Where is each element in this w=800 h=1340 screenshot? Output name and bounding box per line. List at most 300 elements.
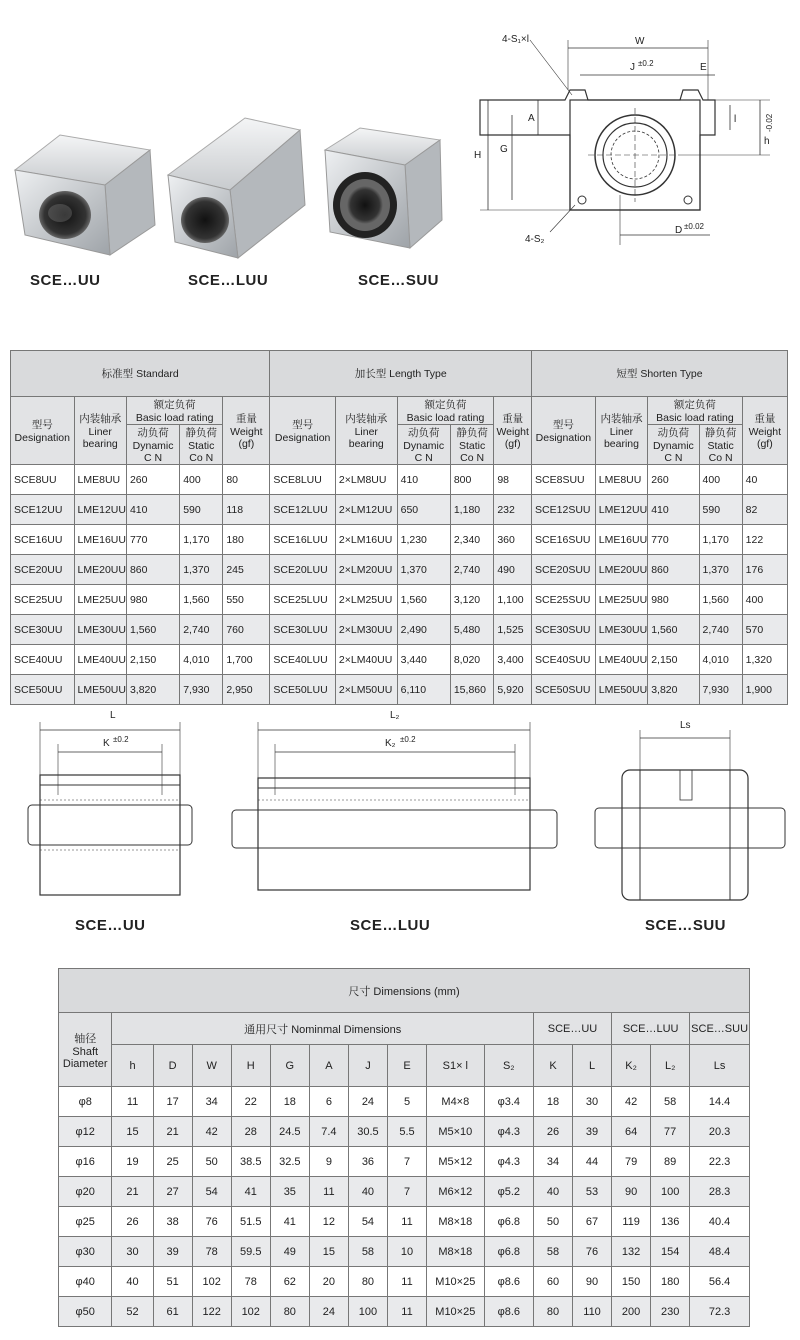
table-cell: 51.5 (231, 1207, 270, 1237)
table-cell: 760 (223, 615, 270, 645)
table-cell: LME30UU (595, 615, 647, 645)
header-static-0: 静负荷 Static Co N (180, 425, 223, 465)
side-caption-suu: SCE…SUU (645, 917, 727, 934)
table-cell: 6,110 (397, 675, 450, 705)
table-cell: 122 (742, 525, 787, 555)
table-cell: 5,480 (450, 615, 494, 645)
table-cell: 118 (223, 495, 270, 525)
table-cell: 56.4 (690, 1267, 750, 1297)
table-cell: SCE20SUU (532, 555, 596, 585)
table-cell: 4,010 (180, 645, 223, 675)
table-cell: 232 (494, 495, 532, 525)
table-cell: 2,740 (450, 555, 494, 585)
table-cell: φ25 (59, 1207, 112, 1237)
header-designation-1: 型号 Designation (270, 397, 336, 465)
table-cell: SCE50UU (11, 675, 75, 705)
table-cell: 2×LM16UU (335, 525, 397, 555)
table-cell: 1,560 (180, 585, 223, 615)
table-cell: 82 (742, 495, 787, 525)
table-cell: 100 (348, 1297, 387, 1327)
table-cell: 2×LM20UU (335, 555, 397, 585)
label-d-tol: ±0.02 (684, 222, 704, 231)
table-cell: 102 (231, 1297, 270, 1327)
table-cell: 39 (153, 1237, 192, 1267)
table-cell: SCE25LUU (270, 585, 336, 615)
table-cell: M10×25 (427, 1267, 485, 1297)
table-cell: 1,900 (742, 675, 787, 705)
table-cell: φ50 (59, 1297, 112, 1327)
dim-col-header: Ls (690, 1045, 750, 1087)
table-cell: SCE12SUU (532, 495, 596, 525)
table-cell: 176 (742, 555, 787, 585)
label-j: J (630, 62, 635, 73)
table-cell: 40 (348, 1177, 387, 1207)
table-cell: 7 (387, 1177, 426, 1207)
table-cell: 49 (270, 1237, 309, 1267)
table-cell: 200 (612, 1297, 651, 1327)
table-row (11, 585, 788, 615)
table-cell: M5×12 (427, 1147, 485, 1177)
table-cell: 38.5 (231, 1147, 270, 1177)
uu-k-label: K (103, 738, 110, 749)
table-cell: 24.5 (270, 1117, 309, 1147)
table-cell: 11 (112, 1087, 153, 1117)
table-cell: LME8UU (74, 465, 126, 495)
table-cell: 98 (494, 465, 532, 495)
uu-k-tol: ±0.2 (113, 735, 129, 744)
group-shorten-type: 短型 Shorten Type (532, 351, 788, 397)
table-cell: φ6.8 (484, 1237, 533, 1267)
table-cell: 20 (309, 1267, 348, 1297)
table-cell: 1,525 (494, 615, 532, 645)
table-cell: 230 (651, 1297, 690, 1327)
photo-caption-uu: SCE…UU (30, 272, 101, 289)
suu-header: SCE…SUU (690, 1013, 750, 1045)
table-cell: SCE16UU (11, 525, 75, 555)
table-cell: 54 (192, 1177, 231, 1207)
table-cell: 15 (112, 1117, 153, 1147)
header-weight-1: 重量 Weight (gf) (494, 397, 532, 465)
table-cell: M5×10 (427, 1117, 485, 1147)
table-cell: 78 (192, 1237, 231, 1267)
table-cell: 860 (126, 555, 179, 585)
table-cell: 2×LM30UU (335, 615, 397, 645)
table-cell: 1,180 (450, 495, 494, 525)
table-cell: 2,150 (126, 645, 179, 675)
table-cell: 860 (648, 555, 699, 585)
table-row (11, 615, 788, 645)
table-cell: 400 (699, 465, 742, 495)
label-a: A (528, 113, 535, 124)
table-cell: SCE25UU (11, 585, 75, 615)
table-cell: LME12UU (74, 495, 126, 525)
table-row (11, 645, 788, 675)
table-cell: 54 (348, 1207, 387, 1237)
table-row (59, 1267, 750, 1297)
table-cell: 90 (573, 1267, 612, 1297)
table-cell: LME20UU (74, 555, 126, 585)
table-cell: 1,560 (397, 585, 450, 615)
table-cell: 260 (648, 465, 699, 495)
table-cell: 110 (573, 1297, 612, 1327)
table-cell: 770 (648, 525, 699, 555)
nominal-dimensions-header: 通用尺寸 Nominmal Dimensions (112, 1013, 533, 1045)
table-cell: 72.3 (690, 1297, 750, 1327)
table-cell: 3,120 (450, 585, 494, 615)
table-cell: SCE30LUU (270, 615, 336, 645)
table-cell: 77 (651, 1117, 690, 1147)
table-cell: 360 (494, 525, 532, 555)
product-photos (0, 0, 460, 300)
header-dynamic-0: 动负荷 Dynamic C N (126, 425, 179, 465)
table-cell: 5,920 (494, 675, 532, 705)
table-cell: 58 (348, 1237, 387, 1267)
table-cell: 41 (270, 1207, 309, 1237)
table-cell: 58 (651, 1087, 690, 1117)
suu-ls-label: Ls (680, 720, 691, 731)
dim-col-header: J (348, 1045, 387, 1087)
table-cell: 60 (533, 1267, 572, 1297)
table-cell: 39 (573, 1117, 612, 1147)
table-cell: M8×18 (427, 1237, 485, 1267)
table-cell: 3,440 (397, 645, 450, 675)
label-e: E (700, 62, 707, 73)
table-cell: 400 (742, 585, 787, 615)
table-cell: 590 (699, 495, 742, 525)
table-cell: 8,020 (450, 645, 494, 675)
table-cell: 7,930 (699, 675, 742, 705)
dim-col-header: G (270, 1045, 309, 1087)
luu-k-tol: ±0.2 (400, 735, 416, 744)
table-cell: 400 (180, 465, 223, 495)
table-cell: 42 (612, 1087, 651, 1117)
uu-header: SCE…UU (533, 1013, 611, 1045)
table-cell: 410 (397, 465, 450, 495)
table-cell: 1,560 (648, 615, 699, 645)
table-cell: 40 (112, 1267, 153, 1297)
label-s1: 4-S₁×l (502, 34, 529, 45)
table-cell: 30 (112, 1237, 153, 1267)
table-cell: φ12 (59, 1117, 112, 1147)
table-cell: 18 (533, 1087, 572, 1117)
table-cell: 9 (309, 1147, 348, 1177)
table-cell: 6 (309, 1087, 348, 1117)
dim-col-header: W (192, 1045, 231, 1087)
dim-col-header: S1× l (427, 1045, 485, 1087)
table-cell: φ8.6 (484, 1267, 533, 1297)
table-row (59, 1087, 750, 1117)
table-cell: 590 (180, 495, 223, 525)
table-cell: 102 (192, 1267, 231, 1297)
header-designation-0: 型号 Designation (11, 397, 75, 465)
table-row (59, 1147, 750, 1177)
photo-sce-suu (325, 128, 442, 248)
table-cell: LME40UU (595, 645, 647, 675)
table-cell: M6×12 (427, 1177, 485, 1207)
table-cell: 770 (126, 525, 179, 555)
table-cell: 2,150 (648, 645, 699, 675)
table-cell: SCE20UU (11, 555, 75, 585)
table-cell: φ4.3 (484, 1117, 533, 1147)
table-cell: φ16 (59, 1147, 112, 1177)
table-cell: 18 (270, 1087, 309, 1117)
header-dynamic-2: 动负荷 Dynamic C N (648, 425, 699, 465)
front-view-drawing (470, 20, 790, 260)
table-cell: 490 (494, 555, 532, 585)
dim-col-header: K₂ (612, 1045, 651, 1087)
dim-col-header: h (112, 1045, 153, 1087)
table-cell: 35 (270, 1177, 309, 1207)
table-cell: 245 (223, 555, 270, 585)
table-cell: LME50UU (595, 675, 647, 705)
dim-col-header: E (387, 1045, 426, 1087)
table-cell: SCE40SUU (532, 645, 596, 675)
table-cell: 3,820 (648, 675, 699, 705)
table-cell: 180 (223, 525, 270, 555)
table-cell: φ5.2 (484, 1177, 533, 1207)
table-cell: 26 (112, 1207, 153, 1237)
table-cell: SCE40UU (11, 645, 75, 675)
table-cell: 76 (573, 1237, 612, 1267)
table-cell: 76 (192, 1207, 231, 1237)
table-row (11, 465, 788, 495)
table-cell: 2×LM8UU (335, 465, 397, 495)
table-row (11, 495, 788, 525)
table-cell: 15,860 (450, 675, 494, 705)
dim-col-header: L₂ (651, 1045, 690, 1087)
table-cell: 61 (153, 1297, 192, 1327)
table-cell: 800 (450, 465, 494, 495)
table-cell: 1,560 (126, 615, 179, 645)
table-cell: LME25UU (74, 585, 126, 615)
dim-col-header: L (573, 1045, 612, 1087)
table-cell: 90 (612, 1177, 651, 1207)
table-cell: 1,230 (397, 525, 450, 555)
table-cell: 2×LM40UU (335, 645, 397, 675)
header-liner-1: 内装轴承 Liner bearing (335, 397, 397, 465)
dim-col-header: H (231, 1045, 270, 1087)
group-standard: 标准型 Standard (11, 351, 270, 397)
dim-col-header: S₂ (484, 1045, 533, 1087)
table-cell: 5 (387, 1087, 426, 1117)
table-cell: 4,010 (699, 645, 742, 675)
table-cell: SCE8LUU (270, 465, 336, 495)
table-cell: 32.5 (270, 1147, 309, 1177)
table-cell: 12 (309, 1207, 348, 1237)
photo-sce-uu (15, 135, 155, 255)
table-row (59, 1237, 750, 1267)
label-s2: 4-S₂ (525, 234, 545, 245)
group-length-type: 加长型 Length Type (270, 351, 532, 397)
table-cell: 28.3 (690, 1177, 750, 1207)
table-cell: 34 (533, 1147, 572, 1177)
shaft-diameter-header: 轴径 Shaft Diameter (59, 1013, 112, 1087)
table-cell: 1,170 (699, 525, 742, 555)
table-cell: 1,170 (180, 525, 223, 555)
table-cell: 64 (612, 1117, 651, 1147)
table-cell: 19 (112, 1147, 153, 1177)
label-h: H (474, 150, 482, 161)
photo-caption-suu: SCE…SUU (358, 272, 440, 289)
label-d: D (675, 225, 683, 236)
table-cell: 22.3 (690, 1147, 750, 1177)
table-cell: 62 (270, 1267, 309, 1297)
load-rating-table (10, 350, 788, 705)
photo-caption-luu: SCE…LUU (188, 272, 269, 289)
table-cell: 122 (192, 1297, 231, 1327)
table-cell: 24 (309, 1297, 348, 1327)
table-cell: 980 (126, 585, 179, 615)
header-liner-0: 内装轴承 Liner bearing (74, 397, 126, 465)
table-cell: 2,950 (223, 675, 270, 705)
table-cell: 132 (612, 1237, 651, 1267)
table-cell: 550 (223, 585, 270, 615)
table-cell: LME50UU (74, 675, 126, 705)
table-cell: 80 (533, 1297, 572, 1327)
table-cell: 80 (223, 465, 270, 495)
table-cell: 28 (231, 1117, 270, 1147)
table-cell: 44 (573, 1147, 612, 1177)
table-cell: 650 (397, 495, 450, 525)
table-cell: 2×LM12UU (335, 495, 397, 525)
table-cell: 17 (153, 1087, 192, 1117)
dim-col-header: D (153, 1045, 192, 1087)
table-cell: 50 (533, 1207, 572, 1237)
table-cell: φ6.8 (484, 1207, 533, 1237)
table-cell: SCE50SUU (532, 675, 596, 705)
table-cell: LME40UU (74, 645, 126, 675)
table-cell: 5.5 (387, 1117, 426, 1147)
table-cell: 119 (612, 1207, 651, 1237)
table-cell: 78 (231, 1267, 270, 1297)
header-liner-2: 内装轴承 Liner bearing (595, 397, 647, 465)
table-cell: 24 (348, 1087, 387, 1117)
table-cell: 180 (651, 1267, 690, 1297)
table-cell: 40.4 (690, 1207, 750, 1237)
table-cell: M4×8 (427, 1087, 485, 1117)
table-cell: 58 (533, 1237, 572, 1267)
table-cell: 41 (231, 1177, 270, 1207)
header-static-1: 静负荷 Static Co N (450, 425, 494, 465)
table-cell: 50 (192, 1147, 231, 1177)
table-row (59, 1177, 750, 1207)
table-cell: LME16UU (74, 525, 126, 555)
table-cell: 3,820 (126, 675, 179, 705)
table-cell: 42 (192, 1117, 231, 1147)
side-caption-uu: SCE…UU (75, 917, 146, 934)
table-cell: 1,370 (397, 555, 450, 585)
uu-l-label: L (110, 710, 116, 721)
table-row (11, 525, 788, 555)
table-cell: SCE30SUU (532, 615, 596, 645)
table-cell: 80 (348, 1267, 387, 1297)
table-cell: 21 (112, 1177, 153, 1207)
table-cell: 410 (648, 495, 699, 525)
table-cell: 1,560 (699, 585, 742, 615)
table-cell: 89 (651, 1147, 690, 1177)
label-g: G (500, 144, 508, 155)
table-cell: φ4.3 (484, 1147, 533, 1177)
table-cell: 53 (573, 1177, 612, 1207)
table-cell: SCE12LUU (270, 495, 336, 525)
table-cell: SCE50LUU (270, 675, 336, 705)
table-row (59, 1297, 750, 1327)
table-cell: 1,370 (699, 555, 742, 585)
table-cell: SCE12UU (11, 495, 75, 525)
drawing-sce-suu (595, 730, 785, 900)
table-cell: 25 (153, 1147, 192, 1177)
header-basic_load-1: 额定负荷 Basic load rating (397, 397, 494, 425)
luu-k-label: K₂ (385, 738, 396, 749)
table-cell: LME8UU (595, 465, 647, 495)
table-cell: M10×25 (427, 1297, 485, 1327)
table-cell: 2×LM25UU (335, 585, 397, 615)
table-cell: 36 (348, 1147, 387, 1177)
label-j-tol: ±0.2 (638, 59, 654, 68)
header-weight-2: 重量 Weight (gf) (742, 397, 787, 465)
table-cell: 1,320 (742, 645, 787, 675)
table-cell: 20.3 (690, 1117, 750, 1147)
table-cell: 570 (742, 615, 787, 645)
table-cell: 14.4 (690, 1087, 750, 1117)
dim-table-title: 尺寸 Dimensions (mm) (59, 969, 750, 1013)
table-cell: 67 (573, 1207, 612, 1237)
table-cell: 980 (648, 585, 699, 615)
header-weight-0: 重量 Weight (gf) (223, 397, 270, 465)
table-row (59, 1207, 750, 1237)
table-cell: 48.4 (690, 1237, 750, 1267)
dimensions-table (58, 968, 750, 1327)
luu-l-label: L₂ (390, 710, 400, 721)
table-cell: 30 (573, 1087, 612, 1117)
photo-sce-luu (168, 118, 305, 258)
header-dynamic-1: 动负荷 Dynamic C N (397, 425, 450, 465)
label-w: W (635, 36, 645, 47)
table-cell: φ40 (59, 1267, 112, 1297)
dim-col-header: K (533, 1045, 572, 1087)
side-view-drawings (0, 700, 800, 950)
table-cell: 410 (126, 495, 179, 525)
drawing-sce-uu (28, 722, 192, 895)
table-cell: 30.5 (348, 1117, 387, 1147)
header-basic_load-0: 额定负荷 Basic load rating (126, 397, 222, 425)
table-cell: SCE16LUU (270, 525, 336, 555)
table-cell: 1,370 (180, 555, 223, 585)
table-cell: LME25UU (595, 585, 647, 615)
header-basic_load-2: 额定负荷 Basic load rating (648, 397, 742, 425)
table-cell: LME20UU (595, 555, 647, 585)
label-l-small: l (734, 114, 737, 125)
header-designation-2: 型号 Designation (532, 397, 596, 465)
table-cell: 11 (387, 1207, 426, 1237)
table-cell: 2,740 (699, 615, 742, 645)
side-caption-luu: SCE…LUU (350, 917, 431, 934)
table-cell: 10 (387, 1237, 426, 1267)
table-cell: 80 (270, 1297, 309, 1327)
table-cell: 59.5 (231, 1237, 270, 1267)
table-cell: 79 (612, 1147, 651, 1177)
table-cell: 260 (126, 465, 179, 495)
table-cell: 21 (153, 1117, 192, 1147)
table-cell: 3,400 (494, 645, 532, 675)
table-cell: LME30UU (74, 615, 126, 645)
header-static-2: 静负荷 Static Co N (699, 425, 742, 465)
table-cell: 51 (153, 1267, 192, 1297)
label-h-small: h (764, 136, 770, 147)
table-cell: 11 (387, 1267, 426, 1297)
table-cell: 15 (309, 1237, 348, 1267)
table-cell: SCE30UU (11, 615, 75, 645)
